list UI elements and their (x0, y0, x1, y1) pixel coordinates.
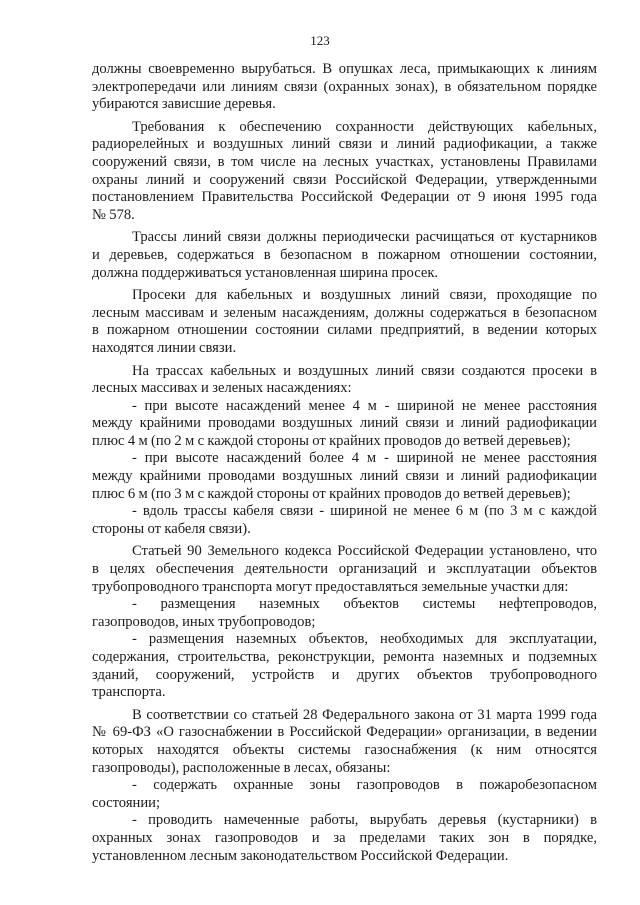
text-line: лесным массивам и зеленым насаждениям, должны содержаться в безопасном (92, 304, 597, 321)
text-line: охранных зонах газопроводов и за пределами таких зон в порядке, (92, 829, 597, 846)
text-line: лесных массивах и зеленых насаждениях: (92, 380, 352, 397)
text-line: стороны от кабеля связи). (92, 520, 251, 537)
list-item (92, 777, 597, 812)
text-line: Просеки для кабельных и воздушных линий связи, проходящие по (132, 287, 597, 304)
text-line: убираются зависшие деревья. (92, 96, 276, 113)
text-line: постановлением Правительства Российской Федерации от 9 июня 1995 года (92, 189, 597, 206)
list-item (92, 631, 597, 701)
text-line: электропередачи или линиям связи (охранных зонах), в обязательном порядке (92, 78, 597, 95)
text-line: охраны линий и сооружений связи Российской Федерации, утвержденными (92, 171, 597, 188)
text-line: - при высоте насаждений более 4 м - шириной не менее расстояния (132, 450, 597, 467)
paragraph (92, 119, 597, 225)
text-line: В соответствии со статьей 28 Федерального закона от 31 марта 1999 года (132, 706, 597, 723)
text-line: № 578. (92, 206, 135, 223)
list-item (92, 450, 597, 503)
paragraph (92, 363, 597, 398)
text-line: между крайними проводами воздушных линий связи и линий радиофикации (92, 415, 597, 432)
text-line: радиорелейных и воздушных линий связи и линий радиофикации, а также (92, 136, 597, 153)
text-line: На трассах кабельных и воздушных линий связи создаются просеки в (132, 362, 597, 379)
text-line: должны своевременно вырубаться. В опушках леса, примыкающих к линиям (92, 61, 597, 77)
text-line: - размещения наземных объектов системы нефтепроводов, (132, 596, 597, 613)
paragraph (92, 543, 597, 596)
text-line: газопроводов, иных трубопроводов; (92, 613, 316, 630)
page-number: 123 (310, 33, 330, 48)
text-line: Требования к обеспечению сохранности действующих кабельных, (132, 118, 597, 135)
text-line: плюс 6 м (по 3 м с каждой стороны от крайних проводов до ветвей деревьев); (92, 485, 571, 502)
text-line: состоянии; (92, 794, 161, 811)
list-item (92, 503, 597, 538)
text-line: - вдоль трассы кабеля связи - шириной не менее 6 м (по 3 м с каждой (132, 503, 597, 520)
text-line: и деревьев, содержаться в безопасном в пожарном отношении состоянии, (92, 246, 597, 263)
text-line: которых находятся объекты системы газоснабжения (к ним относятся (92, 741, 597, 758)
paragraph (92, 707, 597, 777)
text-line: трубопроводного транспорта могут предоставляться земельные участки для: (92, 578, 569, 595)
text-line: содержания, строительства, реконструкции, ремонта наземных и подземных (92, 649, 597, 665)
text-line: установленном лесным законодательством Российской Федерации. (92, 847, 509, 864)
text-line: - содержать охранные зоны газопроводов в пожаробезопасном (132, 777, 597, 794)
text-line: зданий, сооружений, устройств и других объектов трубопроводного (92, 666, 597, 683)
list-item (92, 398, 597, 451)
text-line: в целях обеспечения деятельности организаций и эксплуатации объектов (92, 561, 597, 578)
document-body (92, 61, 597, 865)
text-line: № 69-ФЗ «О газоснабжении в Российской Федерации» организации, в ведении (92, 724, 597, 741)
text-line: - проводить намеченные работы, вырубать деревья (кустарники) в (132, 812, 597, 829)
text-line: Трассы линий связи должны периодически расчищаться от кустарников (132, 229, 597, 246)
text-line: - при высоте насаждений менее 4 м - шириной не менее расстояния (132, 397, 597, 414)
paragraph (92, 287, 597, 357)
text-line: транспорта. (92, 684, 166, 701)
text-line: находятся линии связи. (92, 339, 237, 356)
paragraph (92, 61, 597, 114)
text-line: плюс 4 м (по 2 м с каждой стороны от крайних проводов до ветвей деревьев); (92, 432, 571, 449)
text-line: должна поддерживаться установленная ширина просек. (92, 264, 439, 281)
list-item (92, 812, 597, 865)
text-line: сооружений связи, в том числе на лесных участках, установлены Правилами (92, 153, 597, 170)
paragraph (92, 229, 597, 282)
text-line: - размещения наземных объектов, необходимых для эксплуатации, (132, 631, 597, 648)
list-item (92, 596, 597, 631)
text-line: в пожарном отношении состоянии силами предприятий, в ведении которых (92, 322, 597, 339)
text-line: газопроводы), расположенные в лесах, обязаны: (92, 759, 391, 776)
text-line: Статьей 90 Земельного кодекса Российской Федерации установлено, что (132, 543, 597, 560)
text-line: между крайними проводами воздушных линий связи и линий радиофикации (92, 468, 597, 485)
